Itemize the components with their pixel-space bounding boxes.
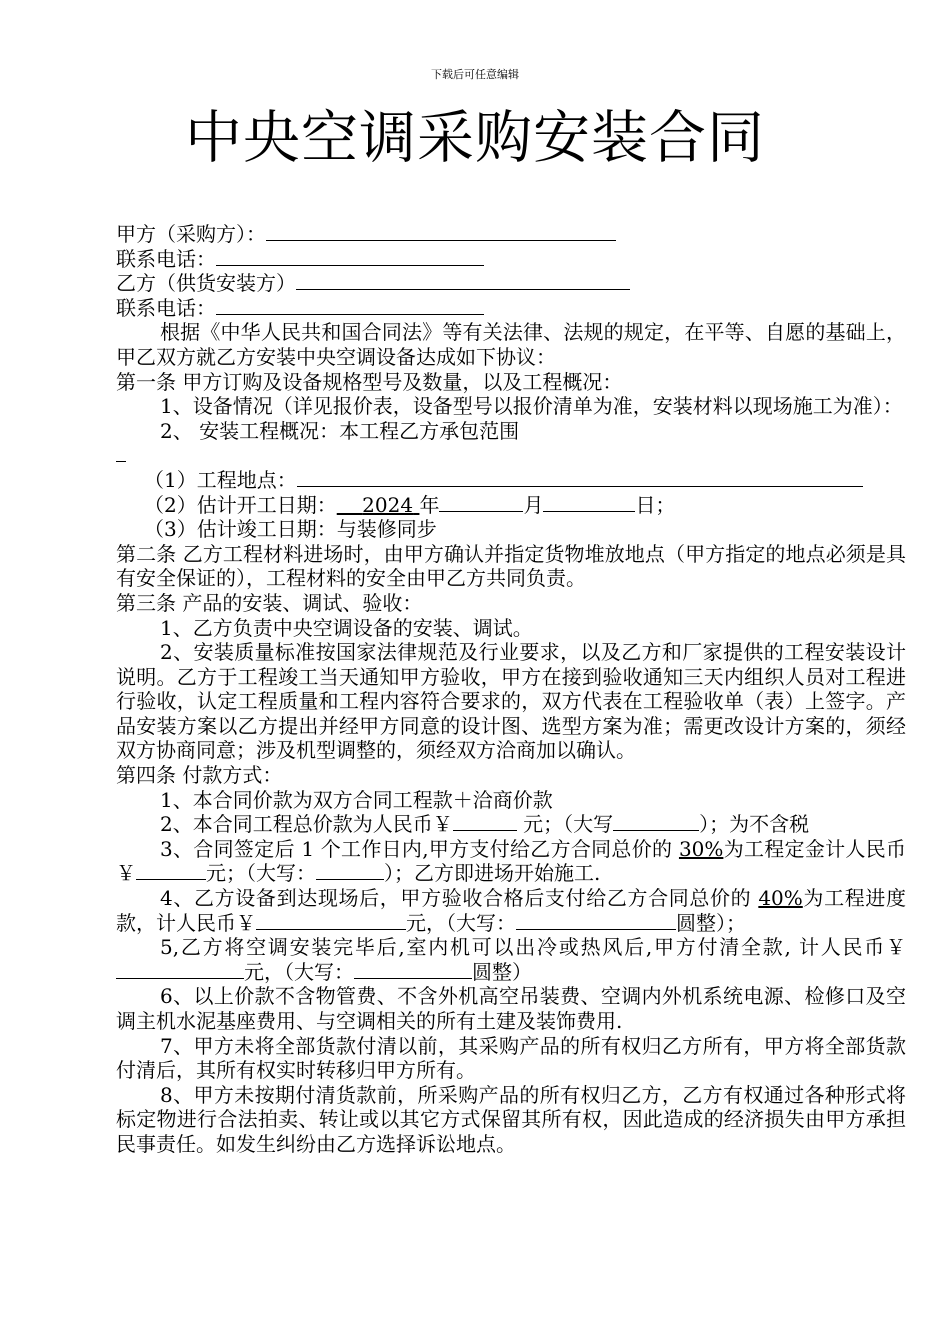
blank-dash (116, 443, 906, 468)
item2-text-a: 2、本合同工程总价款为人民币￥ (160, 812, 453, 837)
deposit-percent: 30% (678, 836, 724, 861)
article-4-item-4 (116, 886, 906, 935)
item2-text-c: ）；为不含税 (699, 812, 810, 837)
item4-text-d: 圆整）； (676, 910, 746, 935)
site-line (116, 468, 906, 493)
total-price-blank[interactable] (453, 812, 517, 831)
progress-amount-blank[interactable] (256, 911, 406, 930)
contract-body (116, 222, 906, 1157)
start-label: （2）估计开工日期： (144, 492, 337, 517)
item3-text-a: 3、合同签定后 1 个工作日内,甲方支付给乙方合同总价的 (160, 836, 679, 861)
party-a-line (116, 222, 906, 247)
progress-words-blank[interactable] (516, 911, 676, 930)
party-b-label: 乙方（供货安装方） (116, 271, 296, 296)
preamble: 根据《中华人民共和国合同法》等有关法律、法规的规定，在平等、自愿的基础上，甲乙双方就乙方安装中央空调设备达成如下协议： (116, 320, 906, 369)
article-4-item-1: 1、本合同价款为双方合同工程款＋洽商价款 (160, 787, 553, 812)
final-amount-blank[interactable] (116, 960, 244, 979)
day-blank[interactable] (543, 493, 635, 512)
party-b-blank[interactable] (296, 271, 630, 290)
article-1-title: 第一条 甲方订购及设备规格型号及数量，以及工程概况： (116, 369, 623, 394)
month-char: 月 (523, 492, 544, 517)
article-4-item-6: 6、以上价款不含物管费、不含外机高空吊装费、空调内外机系统电源、检修口及空调主机水泥基座费用、与空调相关的所有土建及装饰费用. (116, 984, 906, 1033)
year-char: 年 (419, 492, 440, 517)
article-3-title: 第三条 产品的安装、调试、验收： (116, 590, 423, 615)
header-note: 下载后可任意编辑 (431, 68, 519, 81)
start-year[interactable]: 2024 (362, 492, 414, 517)
day-char: 日； (635, 492, 676, 517)
phone-line-1 (116, 247, 906, 272)
article-4-item-5 (116, 935, 906, 984)
phone-blank-1[interactable] (216, 247, 484, 266)
item5-text-c: 圆整） (472, 959, 532, 984)
phone-label-1: 联系电话： (116, 246, 216, 271)
item2-text-b: 元；（大写 (516, 812, 614, 837)
article-3-item-2: 2、安装质量标准按国家法律规范及行业要求，以及乙方和厂家提供的工程安装设计说明。乙方于工程竣工当天通知甲方验收，甲方在接到验收通知三天内组织人员对工程进行验收，认定工程质量和工程内容符合要求的，双方代表在工程验收单（表）上签字。产品安装方案以乙方提出并经甲方同意的设计图、选型方案为准；需更改设计方案的，须经双方协商同意；涉及机型调整的，须经双方洽商加以确认。 (116, 640, 906, 763)
article-4-title: 第四条 付款方式： (116, 763, 283, 788)
total-price-words-blank[interactable] (613, 812, 699, 831)
deposit-words-blank[interactable] (316, 861, 384, 880)
item4-text-b: 为工程进度款，计人民币￥ (116, 886, 906, 935)
article-4-item-2 (116, 812, 906, 837)
item3-text-c: 元；（大写： (206, 861, 316, 886)
article-4-item-3 (116, 837, 906, 886)
deposit-amount-blank[interactable] (136, 861, 206, 880)
party-a-label: 甲方（采购方）： (116, 222, 266, 246)
phone-label-2: 联系电话： (116, 295, 216, 320)
party-a-blank[interactable] (266, 222, 616, 241)
phone-blank-2[interactable] (216, 296, 484, 315)
article-1-item-2: 2、 安装工程概况：本工程乙方承包范围 (160, 418, 520, 443)
end-date-line: （3）估计竣工日期：与装修同步 (144, 517, 437, 542)
final-words-blank[interactable] (354, 960, 472, 979)
article-1-item-1: 1、设备情况（详见报价表，设备型号以报价清单为准，安装材料以现场施工为准）： (160, 394, 903, 419)
article-4-item-7: 7、甲方未将全部货款付清以前，其采购产品的所有权归乙方所有，甲方将全部货款付清后，其所有权实时转移归甲方所有。 (116, 1033, 906, 1083)
article-4-item-8: 8、甲方未按期付清货款前，所采购产品的所有权归乙方，乙方有权通过各种形式将标定物进行合法拍卖、转让或以其它方式保留其所有权，因此造成的经济损失由甲方承担民事责任。如发生纠纷由乙方选择诉讼地点。 (116, 1082, 906, 1156)
item3-text-b: 为工程定金计人民币￥ (116, 836, 906, 886)
phone-line-2 (116, 296, 906, 321)
site-blank[interactable] (297, 468, 863, 487)
site-label: （1）工程地点： (144, 467, 297, 492)
article-2: 第二条 乙方工程材料进场时，由甲方确认并指定货物堆放地点（甲方指定的地点必须是具有安全保证的），工程材料的安全由甲乙方共同负责。 (116, 541, 906, 591)
page-title: 中央空调采购安装合同 (185, 105, 765, 171)
month-blank[interactable] (439, 493, 523, 512)
item5-text-a: 5,乙方将空调安装完毕后,室内机可以出冷或热风后,甲方付清全款, 计人民币￥ (160, 935, 906, 960)
item3-text-d: ）；乙方即进场开始施工. (384, 861, 601, 886)
item4-text-c: 元，（大写： (406, 910, 516, 935)
progress-percent: 40% (758, 886, 803, 911)
item5-text-b: 元，（大写： (244, 959, 354, 984)
article-3-item-1: 1、乙方负责中央空调设备的安装、调试。 (160, 615, 533, 640)
start-date-line (116, 493, 906, 518)
party-b-line (116, 271, 906, 296)
item4-text-a: 4、乙方设备到达现场后，甲方验收合格后支付给乙方合同总价的 (160, 886, 759, 911)
